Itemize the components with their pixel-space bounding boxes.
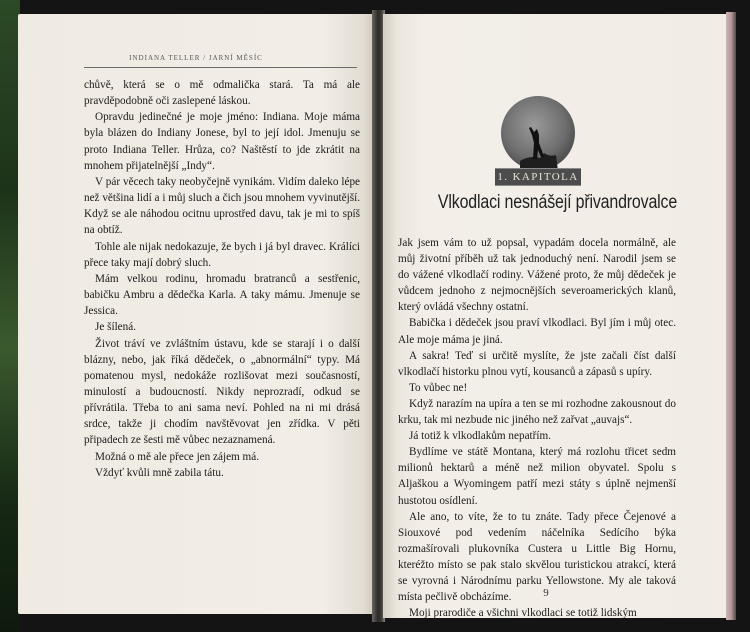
paragraph: Je šílená. [95, 321, 137, 334]
paragraph: To vůbec ne! [409, 381, 468, 394]
paragraph: chůvě, která se o mě odmalička stará. Ta má ale pravděpodobně oči zaslepené láskou. [84, 79, 360, 108]
background-foliage [0, 0, 20, 632]
chapter-label: 1. KAPITOLA [495, 168, 581, 186]
left-page-text [84, 77, 360, 481]
paragraph: Mám velkou rodinu, hromadu bratranců a sestřenic, babičku Ambru a dědečka Karla. A taky mámu. Jmenuje se Jessica. [84, 272, 360, 318]
paragraph: Babička i dědeček jsou praví vlkodlaci. Byl jím i můj otec. Ale moje máma je jiná. [398, 317, 676, 346]
paragraph: Opravdu jedinečné je moje jméno: Indiana. Moje máma byla blázen do Indiany Jonese, byl to její idol. Jmenuju se proto Indiana Teller. Hrůza, co? Naštěstí to jde zkrátit na mnohem přijatelnější „Indy“. [84, 111, 360, 172]
moon-howling-wolf-icon [500, 95, 576, 171]
paragraph: Když narazím na upíra a ten se mi rozhodne zakousnout do krku, tak mi nezbude nic jiného než zařvat „auvajs“. [398, 397, 676, 427]
paragraph: V pár věcech taky neobyčejně vynikám. Vidím daleko lépe než většina lidí a i můj sluch a čich jsou mnohem vyvinutější. Když se ale náhodou ocitnu uprostřed davu, tak je mi to spíš na obtíž. [84, 175, 360, 237]
paragraph: Moji prarodiče a všichni vlkodlaci se totiž lidským [409, 607, 637, 620]
paragraph: Život tráví ve zvláštním ústavu, kde se starají i o další blázny, nebo, jak říká dědeček, o „abnormální“ typy. Má pomatenou mysl, nedokáže rozlišovat mezi současností, minulostí a budoucností. Nikdy neprozradí, odkud se přívrátila. Třeba to ani sama neví. Pohled na ni mi drásá srdce, takže ji chodím navštěvovat jen zřídka. V pěti připadech ze šesti mě vůbec nezaznamená. [84, 337, 360, 447]
paragraph: Ale ano, to víte, že to tu znáte. Tady přece Čejenové a Siouxové pod vedením náčelníka Sedícího býka rozmašírovali plukovníka Custera u Little Big Hornu, kteréžto místo se pak stalo skvělou turistickou atrakcí, která se vyrovná i Národnímu parku Yellowstone. My ale taková místa pečlivě obcházíme. [398, 510, 676, 604]
paragraph: A sakra! Teď si určitě myslíte, že jste začali číst další vlkodlačí historku plnou vytí, kousanců a zápasů s upíry. [398, 349, 676, 378]
paragraph: Tohle ale nijak nedokazuje, že bych i já byl dravec. Králíci přece taky mají dobrý sluch. [84, 240, 360, 269]
chapter-title: Vlkodlaci nesnášejí přivandrovalce [437, 192, 678, 213]
right-page [383, 14, 732, 618]
paragraph: Vždyť kvůli mně zabila tátu. [95, 466, 224, 479]
left-page [18, 14, 374, 614]
right-page-text [398, 235, 676, 621]
page-edge [726, 12, 736, 620]
paragraph: Možná o mě ale přece jen zájem má. [95, 450, 259, 463]
running-head: INDIANA TELLER / JARNÍ MĚSÍC [129, 54, 263, 62]
paragraph: Já totiž k vlkodlakům nepatřím. [409, 430, 551, 443]
paragraph: Bydlíme ve státě Montana, který má rozlohu třicet sedm milionů hektarů a méně než milion obyvatel. Spolu s Aljaškou a Wyomingem patří mezi státy s úplně nejmenší hustotou osídlení. [398, 446, 676, 507]
page-number: 9 [543, 587, 549, 599]
paragraph: Jak jsem vám to už popsal, vypadám docela normálně, ale můj životní příběh už tak jednoduchý není. Narodil jsem se do vážené vlkodlačí rodiny. Vážené proto, že můj dědeček je vůdcem jednoho z nejmocnějších severoamerických klanů, který ovládá všechny ostatní. [398, 237, 676, 314]
running-head-rule [84, 67, 357, 68]
